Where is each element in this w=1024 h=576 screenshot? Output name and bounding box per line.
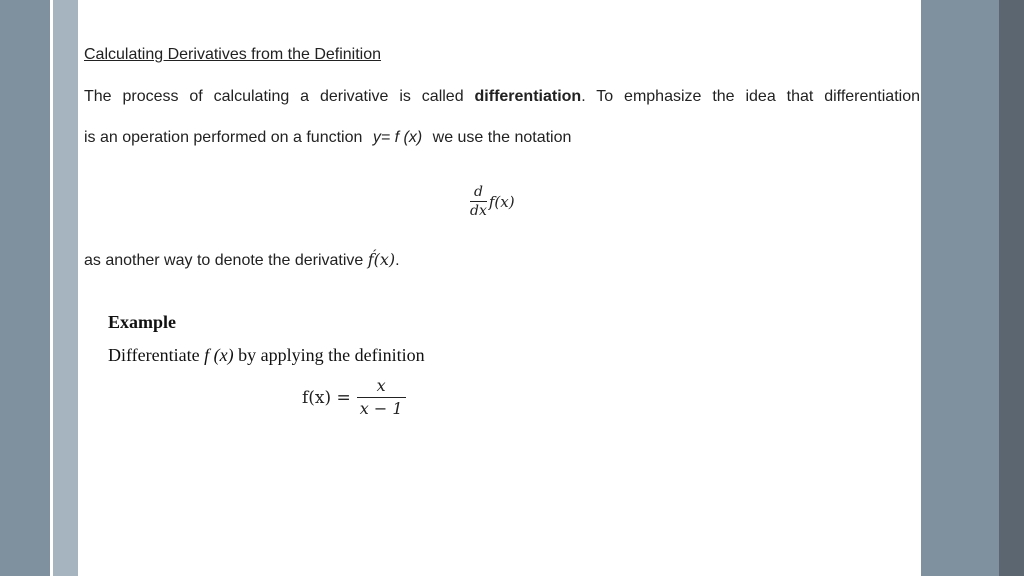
derivative-line bbox=[84, 250, 400, 270]
left-inner-band bbox=[53, 0, 78, 576]
slide-heading: Calculating Derivatives from the Definition bbox=[84, 46, 382, 63]
f-prime-notation: f́(x) bbox=[367, 250, 396, 269]
derivative-notation bbox=[470, 183, 515, 220]
differentiation-term: differentiation bbox=[474, 88, 582, 105]
paragraph-line-1 bbox=[84, 88, 920, 106]
notation-function: f(x) bbox=[488, 192, 515, 211]
line1-text: The process of calculating a derivative is called bbox=[84, 88, 475, 105]
example-formula bbox=[302, 375, 406, 420]
slide-canvas bbox=[78, 0, 921, 576]
example-function: f (x) bbox=[204, 345, 234, 365]
formula-numerator: x bbox=[376, 376, 386, 395]
example-instruction bbox=[108, 345, 425, 366]
d-dx-fraction bbox=[470, 183, 487, 220]
example-title: Example bbox=[108, 312, 177, 332]
formula-denominator: x − 1 bbox=[359, 399, 403, 418]
right-inner-band bbox=[921, 0, 999, 576]
line1-text-end: . To emphasize the idea that differentiation bbox=[581, 88, 920, 105]
left-outer-band bbox=[0, 0, 50, 576]
example-text-end: by applying the definition bbox=[233, 345, 425, 365]
function-notation: y= f (x) bbox=[372, 129, 423, 146]
derivative-line-text: as another way to denote the derivative bbox=[84, 252, 368, 269]
paragraph-line-2 bbox=[84, 129, 571, 147]
dx-denominator: dx bbox=[470, 203, 487, 219]
example-text: Differentiate bbox=[108, 345, 205, 365]
formula-lhs: f(x) = bbox=[302, 387, 351, 408]
line2-text-end: we use the notation bbox=[428, 129, 572, 146]
d-numerator: d bbox=[473, 184, 483, 200]
derivative-line-end: . bbox=[395, 252, 400, 269]
right-outer-band bbox=[999, 0, 1024, 576]
line2-text: is an operation performed on a function bbox=[84, 129, 367, 146]
formula-fraction bbox=[357, 375, 406, 420]
